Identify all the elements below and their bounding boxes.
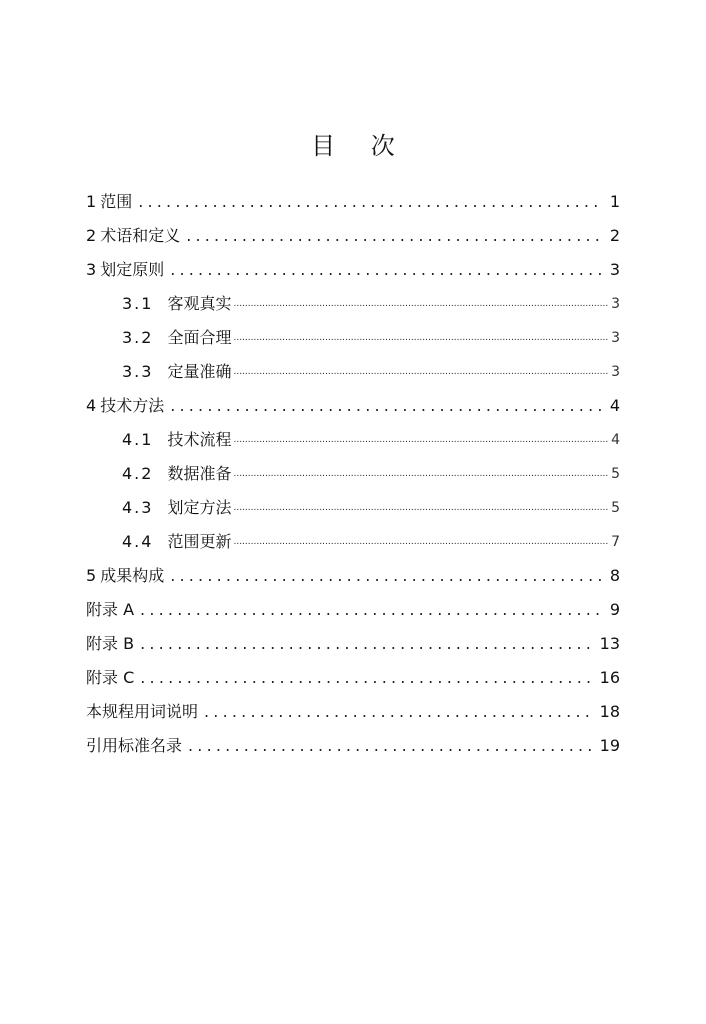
toc-entry-number: 3.3 <box>122 362 154 381</box>
toc-subentry[interactable] <box>86 321 620 355</box>
toc-entry-label: 数据准备 <box>167 464 232 483</box>
toc-entry-label: 本规程用词说明 <box>86 702 199 721</box>
toc-entry-label: 划定原则 <box>100 260 165 279</box>
dot-leader <box>170 389 604 423</box>
toc-entry-label: 客观真实 <box>167 294 232 313</box>
toc-entry-page: 19 <box>599 736 620 755</box>
toc-subentry[interactable] <box>86 423 620 457</box>
toc-entry-page: 18 <box>599 702 620 721</box>
toc-entry[interactable] <box>86 389 620 423</box>
toc-entry-number: 4.2 <box>122 464 154 483</box>
dot-leader <box>140 661 593 695</box>
toc-entry-number: 4 <box>86 396 97 415</box>
toc-entry[interactable] <box>86 219 620 253</box>
toc-entry-label: 附录 A <box>86 600 135 619</box>
toc-appendix-entry[interactable] <box>86 729 620 763</box>
toc-entry-page: 5 <box>611 466 620 482</box>
toc-entry-label: 定量准确 <box>167 362 232 381</box>
table-of-contents <box>86 185 620 763</box>
page-title: 目 次 <box>311 132 409 160</box>
toc-entry[interactable] <box>86 253 620 287</box>
toc-entry-page: 9 <box>609 600 620 619</box>
toc-entry-page: 3 <box>611 364 620 380</box>
dot-leader <box>233 423 609 457</box>
toc-entry-page: 7 <box>611 534 620 550</box>
toc-subentry[interactable] <box>86 457 620 491</box>
dot-leader <box>170 253 604 287</box>
toc-entry-page: 3 <box>609 260 620 279</box>
toc-entry-label: 划定方法 <box>167 498 232 517</box>
toc-entry-number: 2 <box>86 226 97 245</box>
toc-entry-label: 附录 C <box>86 668 135 687</box>
toc-subentry[interactable] <box>86 491 620 525</box>
toc-entry-number: 4.1 <box>122 430 154 449</box>
toc-entry-number: 4.4 <box>122 532 154 551</box>
toc-entry-label: 成果构成 <box>100 566 165 585</box>
toc-appendix-entry[interactable] <box>86 593 620 627</box>
toc-entry-page: 16 <box>599 668 620 687</box>
toc-entry-label: 引用标准名录 <box>86 736 183 755</box>
dot-leader <box>233 287 609 321</box>
toc-entry-label: 全面合理 <box>167 328 232 347</box>
dot-leader <box>204 695 594 729</box>
dot-leader <box>233 457 609 491</box>
dot-leader <box>233 321 609 355</box>
toc-entry-page: 3 <box>611 296 620 312</box>
toc-entry-number: 3.2 <box>122 328 154 347</box>
toc-entry-page: 4 <box>609 396 620 415</box>
toc-appendix-entry[interactable] <box>86 627 620 661</box>
dot-leader <box>186 219 604 253</box>
toc-entry-number: 3 <box>86 260 97 279</box>
toc-entry[interactable] <box>86 185 620 219</box>
dot-leader <box>170 559 604 593</box>
toc-entry-label: 技术方法 <box>100 396 165 415</box>
toc-subentry[interactable] <box>86 525 620 559</box>
toc-entry-number: 4.3 <box>122 498 154 517</box>
toc-entry-number: 1 <box>86 192 97 211</box>
dot-leader <box>140 593 604 627</box>
toc-entry[interactable] <box>86 559 620 593</box>
toc-entry-page: 2 <box>609 226 620 245</box>
toc-entry-label: 术语和定义 <box>100 226 181 245</box>
dot-leader <box>233 355 609 389</box>
toc-entry-label: 范围 <box>100 192 133 211</box>
toc-entry-label: 范围更新 <box>167 532 232 551</box>
toc-subentry[interactable] <box>86 355 620 389</box>
toc-entry-number: 3.1 <box>122 294 154 313</box>
toc-entry-page: 4 <box>611 432 620 448</box>
dot-leader <box>233 491 609 525</box>
dot-leader <box>140 627 594 661</box>
toc-entry-page: 3 <box>611 330 620 346</box>
toc-entry-page: 1 <box>609 192 620 211</box>
toc-entry-page: 13 <box>599 634 620 653</box>
toc-entry-page: 5 <box>611 500 620 516</box>
toc-entry-number: 5 <box>86 566 97 585</box>
toc-entry-page: 8 <box>609 566 620 585</box>
toc-appendix-entry[interactable] <box>86 661 620 695</box>
toc-entry-label: 附录 B <box>86 634 135 653</box>
dot-leader <box>138 185 604 219</box>
toc-appendix-entry[interactable] <box>86 695 620 729</box>
toc-entry-label: 技术流程 <box>167 430 232 449</box>
dot-leader <box>233 525 609 559</box>
dot-leader <box>188 729 594 763</box>
toc-subentry[interactable] <box>86 287 620 321</box>
